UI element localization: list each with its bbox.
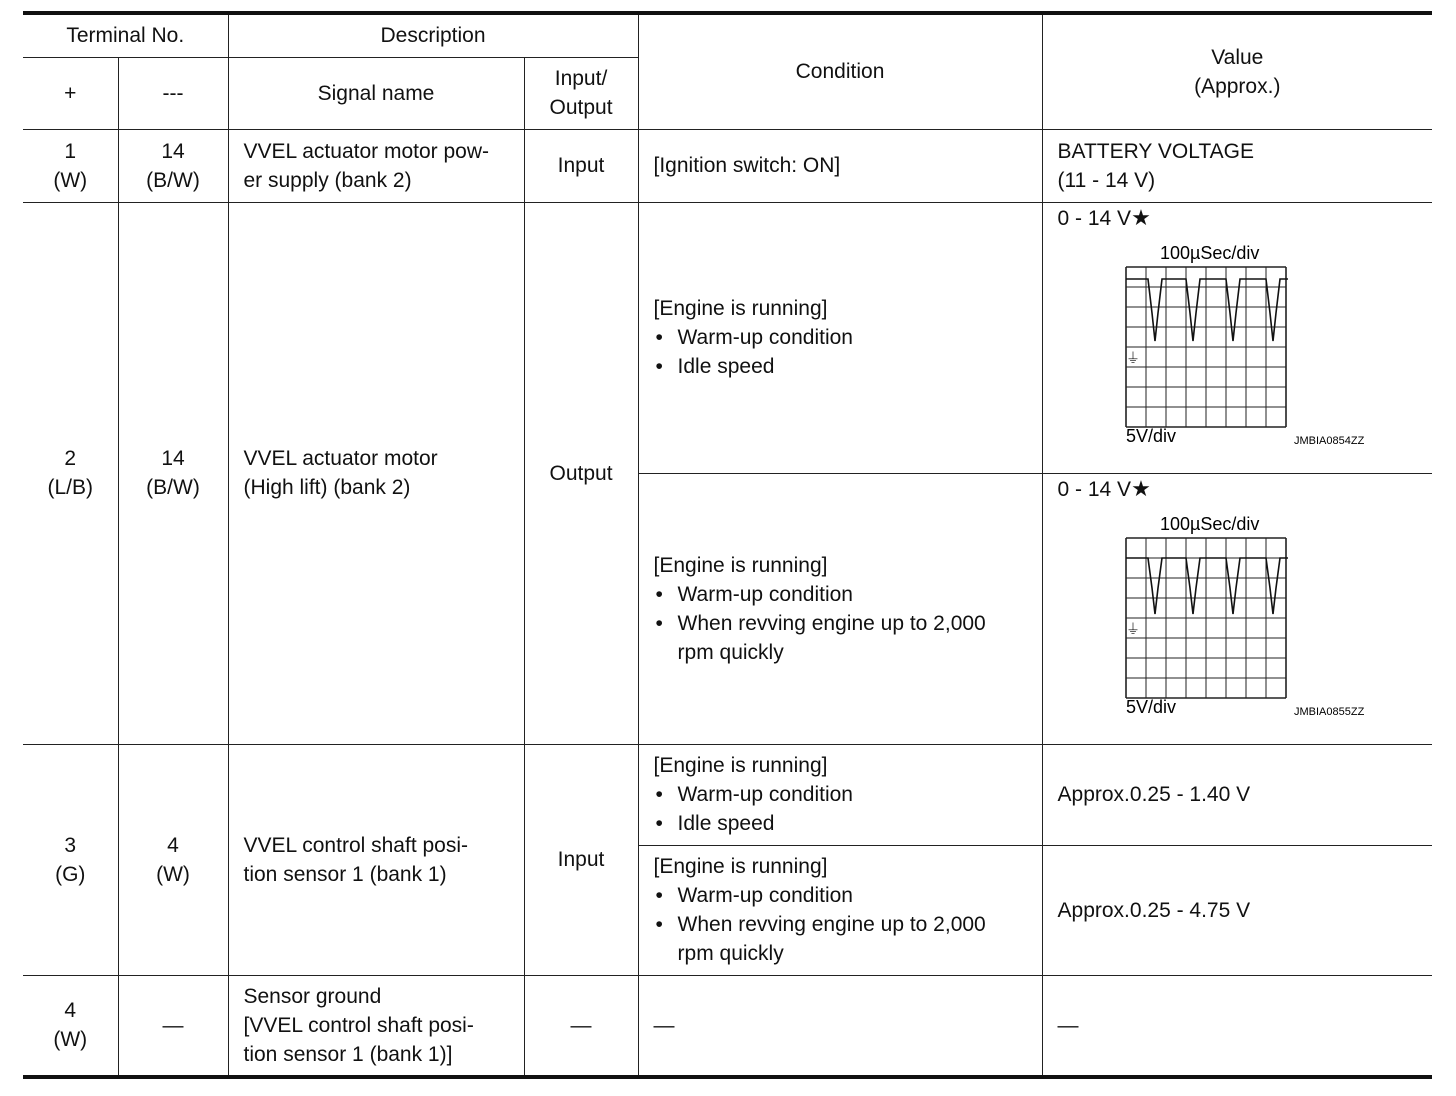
oscilloscope-waveform — [1056, 237, 1386, 449]
value — [1042, 473, 1432, 744]
signal-name: Sensor ground [VVEL control shaft posi- tion sensor 1 (bank 1)] — [228, 975, 524, 1077]
input-output-header: Input/ Output — [524, 57, 638, 129]
condition-heading: [Engine is running] — [653, 553, 828, 577]
timebase-label: 100µSec/div — [1159, 513, 1259, 534]
value: — — [1042, 975, 1432, 1077]
signal-name: VVEL actuator motor pow- er supply (bank 2) — [228, 129, 524, 202]
value-header: Value (Approx.) — [1042, 13, 1432, 129]
condition-item: • Warm-up condition — [654, 323, 1034, 352]
input-output: Input — [524, 129, 638, 202]
condition: — — [638, 975, 1042, 1077]
terminal-plus: 4 (W) — [23, 975, 118, 1077]
condition — [638, 202, 1042, 473]
figure-code: JMBIA0855ZZ — [1293, 705, 1364, 718]
terminal-plus: 1 (W) — [23, 129, 118, 202]
terminal-minus: 14 (B/W) — [118, 202, 228, 744]
condition-list — [654, 780, 1034, 838]
value: BATTERY VOLTAGE (11 - 14 V) — [1042, 129, 1432, 202]
input-output: — — [524, 975, 638, 1077]
condition-heading: [Engine is running] — [653, 754, 828, 777]
condition — [638, 845, 1042, 975]
terminal-no-header: Terminal No. — [23, 13, 228, 57]
condition: [Ignition switch: ON] — [638, 129, 1042, 202]
condition-item: • When revving engine up to 2,000 rpm quickly — [654, 609, 1034, 667]
plus-header: + — [23, 57, 118, 129]
condition-header: Condition — [638, 13, 1042, 129]
volt-div-label: 5V/div — [1125, 696, 1176, 717]
signal-name: VVEL control shaft posi- tion sensor 1 (bank 1) — [228, 744, 524, 975]
input-output: Input — [524, 744, 638, 975]
condition-item: • Warm-up condition — [654, 780, 1034, 809]
signal-name-header: Signal name — [228, 57, 524, 129]
value — [1042, 202, 1432, 473]
minus-header: --- — [118, 57, 228, 129]
value: Approx.0.25 - 1.40 V — [1042, 744, 1432, 845]
condition-list — [654, 580, 1034, 667]
ground-icon: ⏚ — [1125, 620, 1140, 637]
terminal-minus: 4 (W) — [118, 744, 228, 975]
condition-item: • Warm-up condition — [654, 580, 1034, 609]
condition-list — [654, 881, 1034, 968]
table-row — [23, 202, 1432, 473]
waveform-trace — [1126, 558, 1288, 614]
star-icon: ★ — [1131, 204, 1151, 230]
figure-code: JMBIA0854ZZ — [1293, 434, 1364, 447]
condition-item: • Idle speed — [654, 352, 1034, 381]
voltage-range: 0 - 14 V — [1057, 206, 1132, 230]
condition-item: • Idle speed — [654, 809, 1034, 838]
table-row — [23, 975, 1432, 1077]
input-output: Output — [524, 202, 638, 744]
condition-item: • When revving engine up to 2,000 rpm quickly — [654, 910, 1034, 968]
terminal-minus: 14 (B/W) — [118, 129, 228, 202]
voltage-range: 0 - 14 V — [1057, 477, 1132, 501]
condition-item: • Warm-up condition — [654, 881, 1034, 910]
waveform-trace — [1126, 279, 1288, 341]
condition-heading: [Engine is running] — [653, 855, 828, 878]
terminal-spec-table — [23, 11, 1432, 1079]
timebase-label: 100µSec/div — [1159, 242, 1259, 263]
table-row — [23, 744, 1432, 845]
volt-div-label: 5V/div — [1125, 425, 1176, 446]
description-header: Description — [228, 13, 638, 57]
condition — [638, 744, 1042, 845]
condition — [638, 473, 1042, 744]
table-row — [23, 129, 1432, 202]
oscilloscope-waveform — [1056, 508, 1386, 720]
value: Approx.0.25 - 4.75 V — [1042, 845, 1432, 975]
signal-name: VVEL actuator motor (High lift) (bank 2) — [228, 202, 524, 744]
ground-icon: ⏚ — [1125, 349, 1140, 366]
terminal-plus: 2 (L/B) — [23, 202, 118, 744]
condition-heading: [Engine is running] — [653, 297, 828, 320]
terminal-plus: 3 (G) — [23, 744, 118, 975]
scope-grid — [1126, 538, 1286, 698]
terminal-minus: — — [118, 975, 228, 1077]
condition-list — [654, 323, 1034, 381]
star-icon: ★ — [1131, 475, 1151, 501]
